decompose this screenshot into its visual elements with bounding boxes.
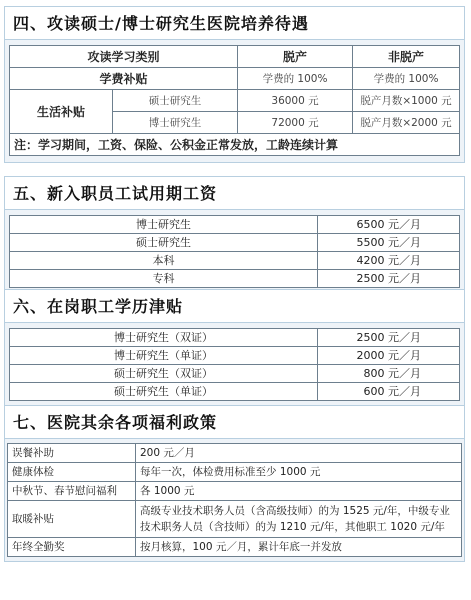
table-header-row xyxy=(10,46,460,68)
row-label: 年终全勤奖 xyxy=(8,538,136,557)
education-allowance-table xyxy=(9,328,460,401)
row-label: 学费补贴 xyxy=(10,68,238,90)
table-row xyxy=(10,347,460,365)
section-body xyxy=(5,439,464,561)
table-row xyxy=(8,538,462,557)
table-cell: 2500 元／月 xyxy=(318,329,460,347)
table-cell: 每年一次，体检费用标准至少 1000 元 xyxy=(136,463,462,482)
table-row xyxy=(10,234,460,252)
table-cell: 5500 元／月 xyxy=(318,234,460,252)
table-cell: 学费的 100% xyxy=(238,68,353,90)
row-label: 专科 xyxy=(10,270,318,288)
row-label: 取暖补贴 xyxy=(8,501,136,538)
section-title: 四、攻读硕士/博士研究生医院培养待遇 xyxy=(5,7,464,40)
row-label: 硕士研究生（单证） xyxy=(10,383,318,401)
table-cell: 高级专业技术职务人员（含高级技师）的为 1525 元/年，中级专业技术职务人员（含技师）的为 1210 元/年，其他职工 1020 元/年 xyxy=(136,501,462,538)
section-graduate-study-benefits xyxy=(4,6,465,163)
row-label: 本科 xyxy=(10,252,318,270)
table-cell: 36000 元 xyxy=(238,90,353,112)
probation-salary-table xyxy=(9,215,460,288)
row-label: 生活补贴 xyxy=(10,90,113,134)
section-title: 五、新入职员工试用期工资 xyxy=(5,177,464,210)
table-cell: 按月核算，100 元／月，累计年底一并发放 xyxy=(136,538,462,557)
row-label: 中秋节、春节慰问福利 xyxy=(8,482,136,501)
section-body xyxy=(5,40,464,162)
column-header: 脱产 xyxy=(238,46,353,68)
section-other-benefits xyxy=(4,405,465,562)
table-row xyxy=(8,463,462,482)
table-row xyxy=(10,270,460,288)
row-label: 硕士研究生（双证） xyxy=(10,365,318,383)
table-cell: 各 1000 元 xyxy=(136,482,462,501)
row-label: 博士研究生 xyxy=(10,216,318,234)
table-row xyxy=(10,90,460,112)
table-row xyxy=(10,329,460,347)
other-benefits-table xyxy=(7,443,462,557)
row-label: 误餐补助 xyxy=(8,444,136,463)
row-label: 博士研究生（单证） xyxy=(10,347,318,365)
row-label: 硕士研究生 xyxy=(10,234,318,252)
table-row xyxy=(8,501,462,538)
section-title: 七、医院其余各项福利政策 xyxy=(5,406,464,439)
table-row xyxy=(10,252,460,270)
table-row xyxy=(10,216,460,234)
table-cell: 2000 元／月 xyxy=(318,347,460,365)
table-cell: 600 元／月 xyxy=(318,383,460,401)
table-cell: 6500 元／月 xyxy=(318,216,460,234)
table-cell: 200 元／月 xyxy=(136,444,462,463)
table-cell: 博士研究生 xyxy=(113,112,238,134)
table-cell: 4200 元／月 xyxy=(318,252,460,270)
table-row xyxy=(8,444,462,463)
column-header: 非脱产 xyxy=(353,46,460,68)
table-row xyxy=(10,383,460,401)
column-header: 攻读学习类别 xyxy=(10,46,238,68)
section-body xyxy=(5,210,464,294)
table-cell: 2500 元／月 xyxy=(318,270,460,288)
table-cell: 硕士研究生 xyxy=(113,90,238,112)
section-body xyxy=(5,323,464,407)
table-cell: 72000 元 xyxy=(238,112,353,134)
row-label: 博士研究生（双证） xyxy=(10,329,318,347)
table-row xyxy=(10,134,460,156)
table-cell: 脱产月数×1000 元 xyxy=(353,90,460,112)
table-cell: 800 元／月 xyxy=(318,365,460,383)
table-cell: 学费的 100% xyxy=(353,68,460,90)
section-education-allowance xyxy=(4,289,465,408)
section-title: 六、在岗职工学历津贴 xyxy=(5,290,464,323)
table-row xyxy=(10,365,460,383)
note-text: 注：学习期间，工资、保险、公积金正常发放，工龄连续计算 xyxy=(10,134,460,156)
section-probation-salary xyxy=(4,176,465,295)
row-label: 健康体检 xyxy=(8,463,136,482)
graduate-study-table xyxy=(9,45,460,156)
table-row xyxy=(8,482,462,501)
table-cell: 脱产月数×2000 元 xyxy=(353,112,460,134)
table-row xyxy=(10,68,460,90)
